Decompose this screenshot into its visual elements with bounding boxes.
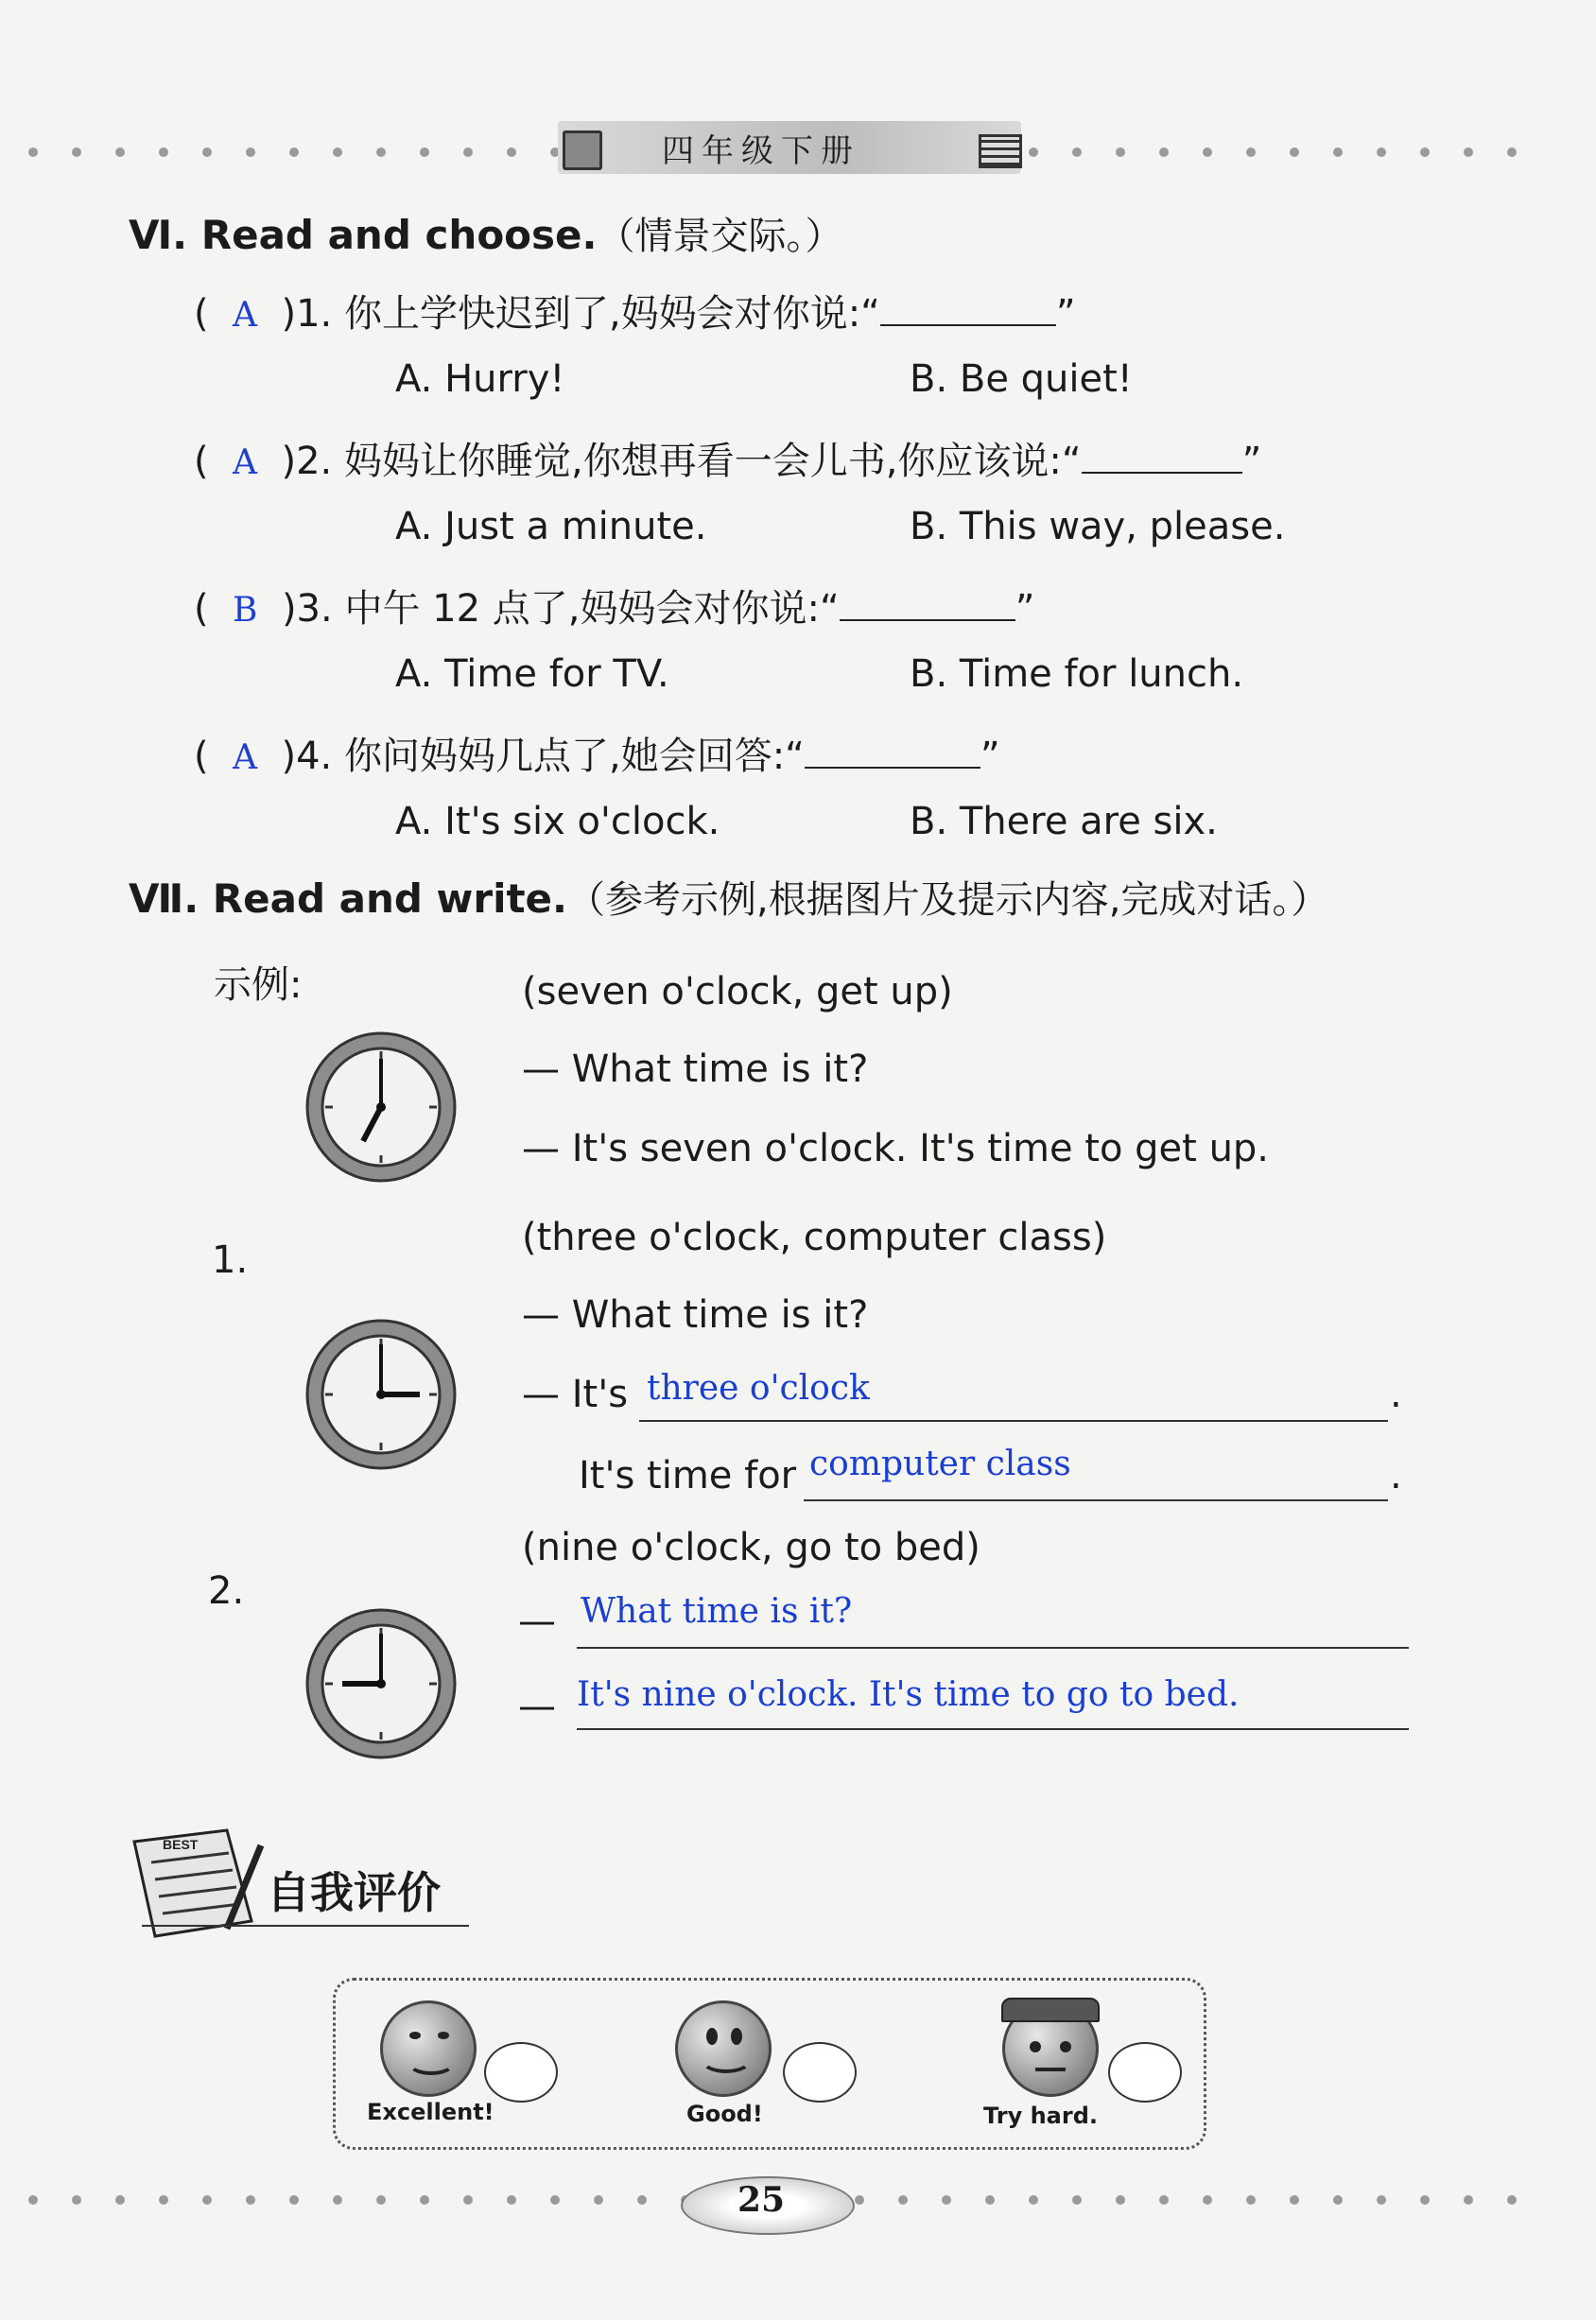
item2-hint: (nine o'clock, go to bed) — [522, 1526, 980, 1569]
self-eval-title: 自我评价 — [267, 1867, 441, 1918]
answer-blank — [1082, 438, 1242, 474]
book-icon — [563, 130, 602, 170]
item1-answer-prefix: — It's — [522, 1373, 629, 1416]
item1-question: — What time is it? — [522, 1293, 869, 1337]
rating-circle[interactable] — [783, 2042, 857, 2103]
answer-line — [804, 1499, 1388, 1501]
eval-label-good: Good! — [686, 2101, 763, 2127]
section6-title-en: Ⅵ. Read and choose. — [129, 212, 598, 258]
option-3b: B. Time for lunch. — [910, 652, 1244, 696]
question-1: ( A )1. 你上学快迟到了,妈妈会对你说:“ ” — [194, 292, 1076, 336]
question-1-text: 你上学快迟到了,妈妈会对你说:“ — [343, 292, 880, 336]
answer-line — [577, 1728, 1409, 1730]
item2-dash-1: — — [518, 1600, 556, 1643]
example-label: 示例: — [214, 963, 303, 1007]
laughing-face-icon — [380, 2000, 477, 2097]
question-2: ( A )2. 妈妈让你睡觉,你想再看一会儿书,你应该说:“ ” — [194, 440, 1262, 483]
answer-4: A — [233, 738, 258, 777]
answer-blank — [805, 733, 980, 769]
item2-number: 2. — [208, 1569, 245, 1613]
answer-3: B — [233, 591, 258, 630]
stack-icon — [979, 134, 1022, 168]
rating-circle[interactable] — [484, 2042, 558, 2103]
example-answer: — It's seven o'clock. It's time to get up. — [522, 1127, 1270, 1170]
option-1b: B. Be quiet! — [910, 357, 1133, 401]
option-1a: A. Hurry! — [395, 357, 565, 401]
page-number: 25 — [737, 2180, 786, 2220]
question-4-num: )4. — [281, 735, 333, 778]
determined-face-icon — [1002, 2000, 1099, 2097]
question-4-text: 你问妈妈几点了,她会回答:“ — [343, 735, 805, 778]
section7-title — [129, 870, 1328, 924]
item1-hint: (three o'clock, computer class) — [522, 1216, 1107, 1259]
smiley-face-icon — [675, 2000, 772, 2097]
question-3: ( B )3. 中午 12 点了,妈妈会对你说:“ ” — [194, 587, 1035, 631]
answer-line — [577, 1647, 1409, 1649]
question-2-num: )2. — [281, 440, 333, 483]
example-question: — What time is it? — [522, 1047, 869, 1091]
item1-time-fill: computer class — [809, 1445, 1071, 1483]
option-4b: B. There are six. — [910, 800, 1218, 843]
question-3-text: 中午 12 点了,妈妈会对你说:“ — [344, 587, 840, 631]
answer-1: A — [233, 296, 258, 335]
title-underline — [142, 1925, 469, 1927]
rating-circle[interactable] — [1108, 2042, 1182, 2103]
option-2a: A. Just a minute. — [395, 505, 707, 548]
answer-blank — [840, 585, 1015, 621]
item1-answer-fill: three o'clock — [647, 1369, 870, 1408]
option-3a: A. Time for TV. — [395, 652, 669, 696]
eval-label-try-hard: Try hard. — [983, 2103, 1098, 2129]
clock-icon — [304, 1318, 458, 1471]
section6-title — [129, 206, 842, 260]
badge-text: BEST — [163, 1837, 199, 1852]
question-4: ( A )4. 你问妈妈几点了,她会回答:“ ” — [194, 735, 1000, 778]
page-header-title: 四年级下册 — [662, 132, 860, 170]
question-2-text: 妈妈让你睡觉,你想再看一会儿书,你应该说:“ — [343, 440, 1082, 483]
example-hint: (seven o'clock, get up) — [522, 970, 953, 1013]
item1-number: 1. — [212, 1238, 249, 1282]
section7-title-cn: （参考示例,根据图片及提示内容,完成对话。） — [567, 878, 1329, 922]
clock-icon — [304, 1030, 458, 1184]
item2-question-fill: What time is it? — [581, 1592, 853, 1631]
clock-icon — [304, 1607, 458, 1760]
question-1-num: )1. — [281, 292, 333, 336]
section6-title-cn: （情景交际。） — [597, 215, 843, 258]
item2-dash-2: — — [518, 1685, 556, 1728]
section7-title-en: Ⅶ. Read and write. — [129, 875, 567, 922]
item2-answer-fill: It's nine o'clock. It's time to go to bed. — [577, 1675, 1240, 1714]
question-3-num: )3. — [281, 587, 333, 631]
option-4a: A. It's six o'clock. — [395, 800, 720, 843]
eval-label-excellent: Excellent! — [367, 2099, 494, 2125]
option-2b: B. This way, please. — [910, 505, 1286, 548]
answer-blank — [880, 290, 1056, 326]
answer-line — [639, 1420, 1388, 1422]
item1-time-prefix: It's time for — [579, 1454, 797, 1498]
answer-2: A — [233, 443, 258, 482]
